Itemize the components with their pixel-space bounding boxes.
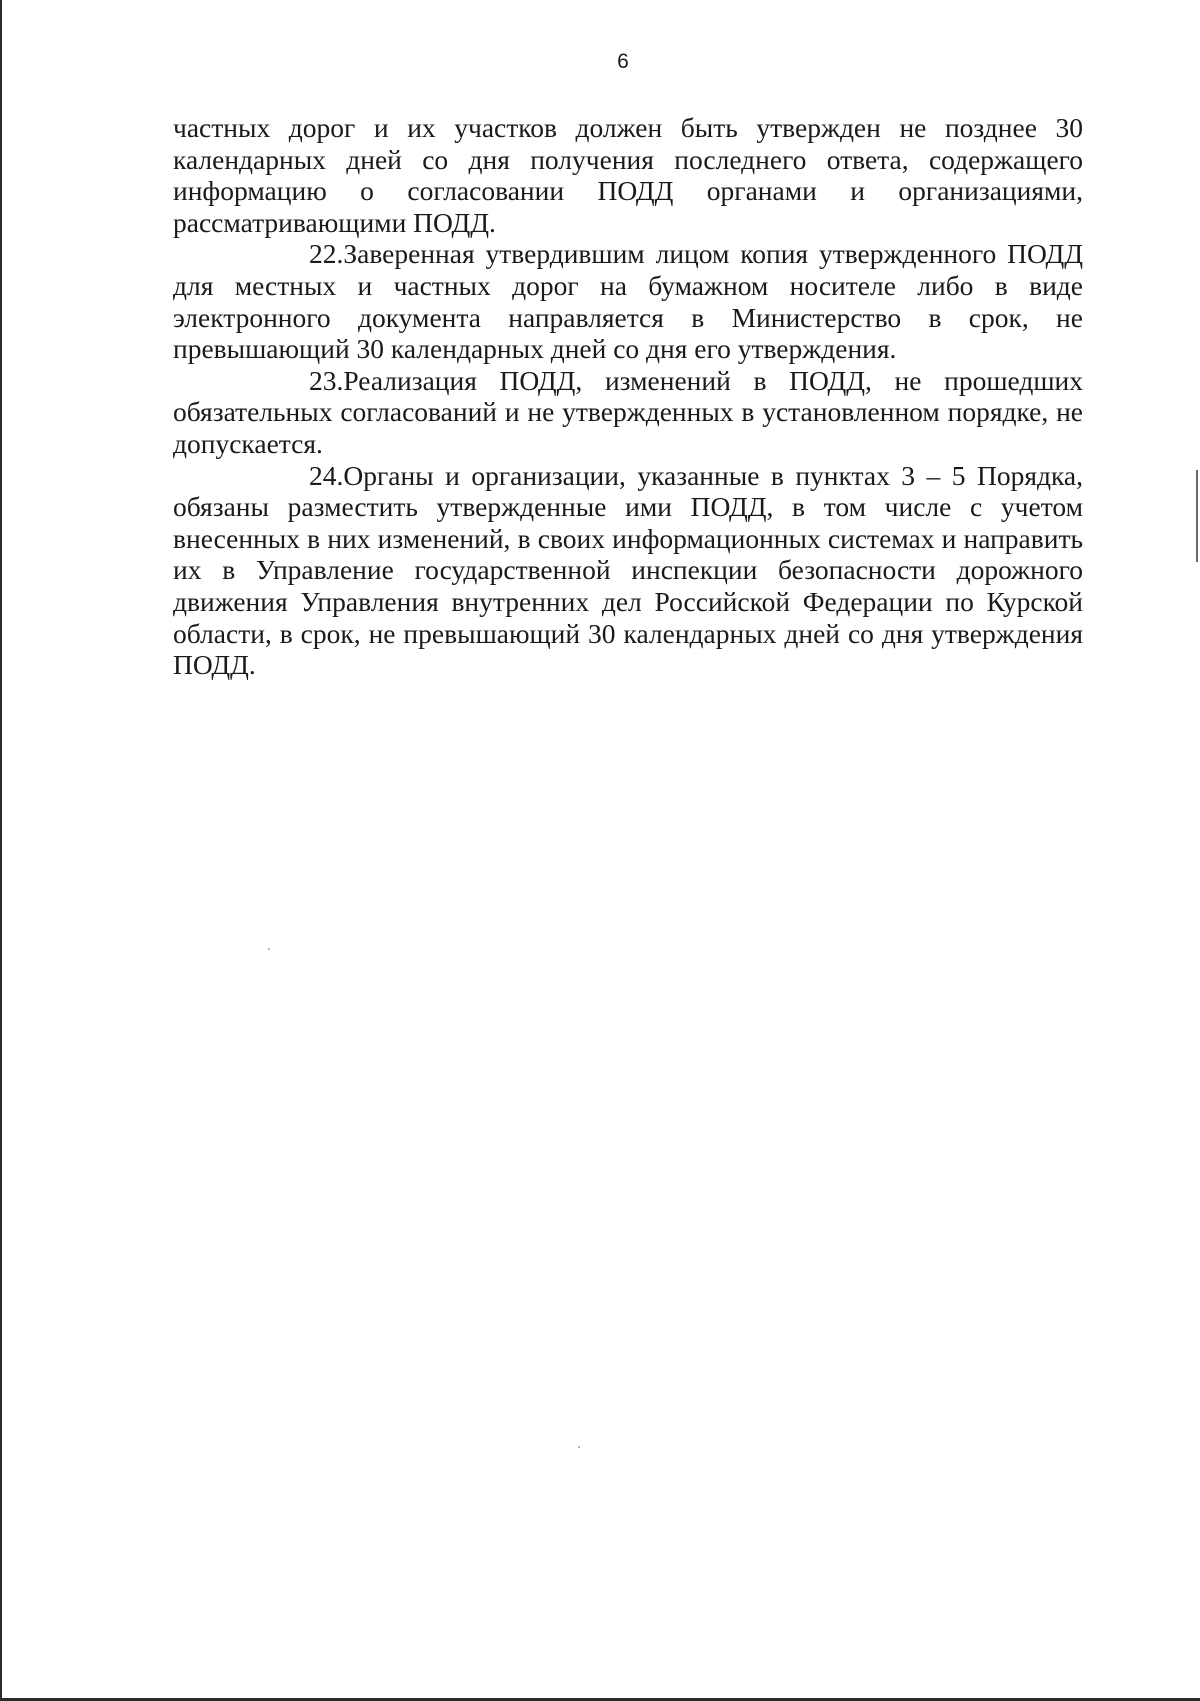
paragraph-number: 22. — [309, 238, 344, 270]
paragraph-text: Реализация ПОДД, изменений в ПОДД, не прошедших обязательных согласований и не утвержденных в установленном порядке, не допускается. — [173, 364, 1083, 459]
page-number: 6 — [617, 50, 629, 73]
scan-speck — [268, 948, 270, 950]
paragraph-23 — [173, 365, 1083, 460]
paragraph-text: частных дорог и их участков должен быть утвержден не позднее 30 календарных дней со дня получения последнего ответа, содержащего информацию о согласовании ПОДД органами и организациями, рассматривающими ПОДД. — [173, 112, 1083, 238]
paragraph-continuation — [173, 112, 1083, 238]
paragraph-22 — [173, 238, 1083, 364]
paragraph-number: 24. — [309, 459, 344, 491]
paragraph-24 — [173, 460, 1083, 681]
document-body — [173, 112, 1083, 681]
paragraph-text: Органы и организации, указанные в пунктах 3 – 5 Порядка, обязаны разместить утвержденные ими ПОДД, в том числе с учетом внесенных в них изменений, в своих информационных системах и направить их в Управление государственной инспекции безопасности дорожного движения Управления внутренних дел Российской Федерации по Курской области, в срок, не превышающий 30 календарных дней со дня утверждения ПОДД. — [173, 459, 1083, 681]
scan-border-left — [0, 0, 2, 1701]
scan-mark-right — [1196, 470, 1198, 562]
paragraph-number: 23. — [309, 364, 344, 396]
paragraph-text: Заверенная утвердившим лицом копия утвержденного ПОДД для местных и частных дорог на бумажном носителе либо в виде электронного документа направляется в Министерство в срок, не превышающий 30 календарных дней со дня его утверждения. — [173, 238, 1083, 365]
scan-speck — [578, 1446, 580, 1448]
